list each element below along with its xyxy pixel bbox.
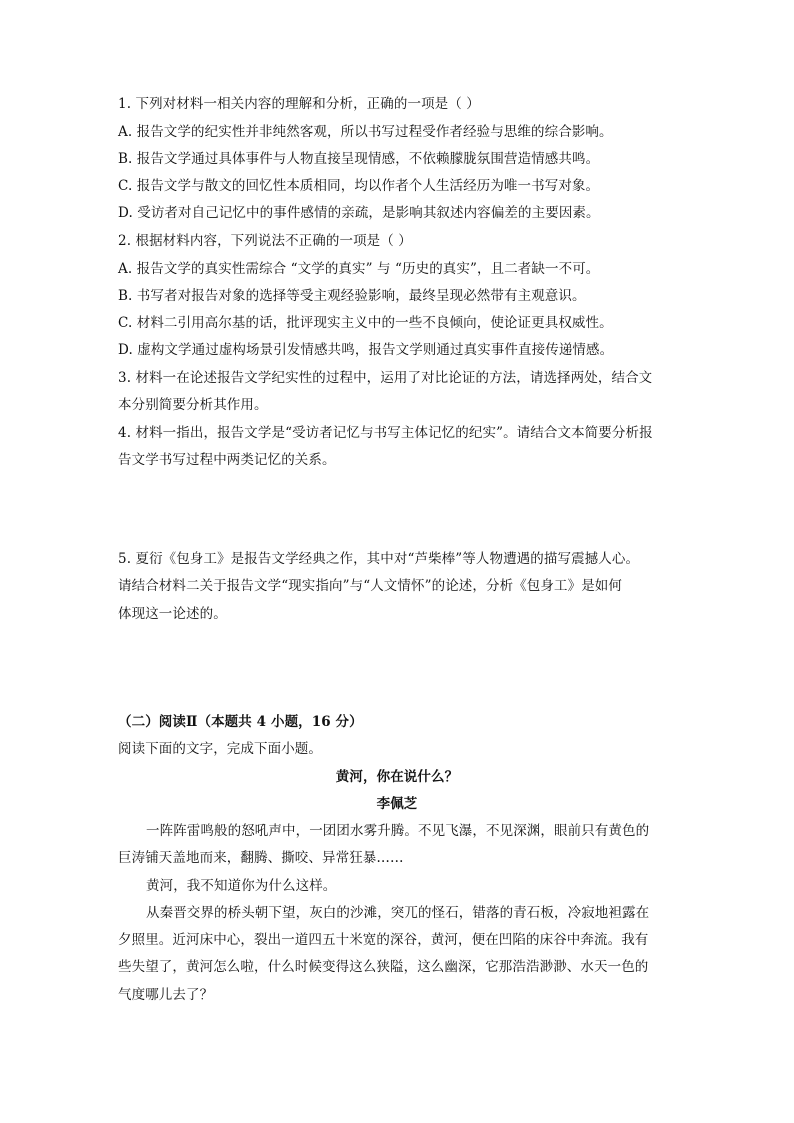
article-paragraph-line: 黄河，我不知道你为什么这样。 <box>146 878 337 894</box>
question-1-stem: 1. 下列对材料一相关内容的理解和分析，正确的一项是（ ） <box>118 96 480 112</box>
question-2-option-d: D. 虚构文学通过虚构场景引发情感共鸣，报告文学则通过真实事件直接传递情感。 <box>118 342 614 358</box>
article-paragraph-line: 些失望了，黄河怎么啦，什么时候变得这么狭隘，这么幽深，它那浩浩渺渺、水天一色的 <box>118 959 649 975</box>
question-2-option-c: C. 材料二引用高尔基的话，批评现实主义中的一些不良倾向，使论证更具权威性。 <box>118 315 613 331</box>
section-2-heading: （二）阅读Ⅱ（本题共 4 小题，16 分） <box>118 714 363 730</box>
question-1-option-a: A. 报告文学的纪实性并非纯然客观，所以书写过程受作者经验与思维的综合影响。 <box>118 124 613 140</box>
article-paragraph-line: 一阵阵雷鸣般的怒吼声中，一团团水雾升腾。不见飞瀑，不见深渊，眼前只有黄色的 <box>146 823 650 839</box>
question-5-line-3: 体现这一论述的。 <box>118 606 227 622</box>
article-author: 李佩芝 <box>376 796 418 812</box>
article-paragraph-line: 巨涛铺天盖地而来，翻腾、撕咬、异常狂暴…… <box>118 850 404 866</box>
section-2-instruction: 阅读下面的文字，完成下面小题。 <box>118 741 322 757</box>
article-title: 黄河，你在说什么？ <box>335 769 459 785</box>
question-4-line-2: 告文学书写过程中两类记忆的关系。 <box>118 452 336 468</box>
question-3-line-2: 本分别简要分析其作用。 <box>118 397 268 413</box>
question-4-line-1: 4. 材料一指出，报告文学是“受访者记忆与书写主体记忆的纪实”。请结合文本简要分析报 <box>118 425 653 441</box>
question-5-line-1: 5. 夏衍《包身工》是报告文学经典之作，其中对“芦柴棒”等人物遭遇的描写震撼人心。 <box>118 551 640 567</box>
article-paragraph-line: 气度哪儿去了？ <box>118 987 214 1003</box>
question-1-option-d: D. 受访者对自己记忆中的事件感情的亲疏，是影响其叙述内容偏差的主要因素。 <box>118 205 600 221</box>
question-1-option-c: C. 报告文学与散文的回忆性本质相同，均以作者个人生活经历为唯一书写对象。 <box>118 178 600 194</box>
question-1-option-b: B. 报告文学通过具体事件与人物直接呈现情感，不依赖朦胧氛围营造情感共鸣。 <box>118 151 600 167</box>
question-2-option-b: B. 书写者对报告对象的选择等受主观经验影响，最终呈现必然带有主观意识。 <box>118 288 586 304</box>
article-paragraph-line: 夕照里。近河床中心，裂出一道四五十米宽的深谷，黄河，便在凹陷的床谷中奔流。我有 <box>118 932 649 948</box>
question-2-stem: 2. 根据材料内容，下列说法不正确的一项是（ ） <box>118 233 412 249</box>
question-2-option-a: A. 报告文学的真实性需综合 “文学的真实” 与 “历史的真实”，且二者缺一不可。 <box>118 261 600 277</box>
question-5-line-2: 请结合材料二关于报告文学“现实指向”与“人文情怀”的论述，分析《包身工》是如何 <box>118 578 623 594</box>
question-3-line-1: 3. 材料一在论述报告文学纪实性的过程中，运用了对比论证的方法，请选择两处，结合文 <box>118 370 653 386</box>
article-paragraph-line: 从秦晋交界的桥头朝下望，灰白的沙滩，突兀的怪石，错落的青石板，冷寂地袒露在 <box>146 905 650 921</box>
